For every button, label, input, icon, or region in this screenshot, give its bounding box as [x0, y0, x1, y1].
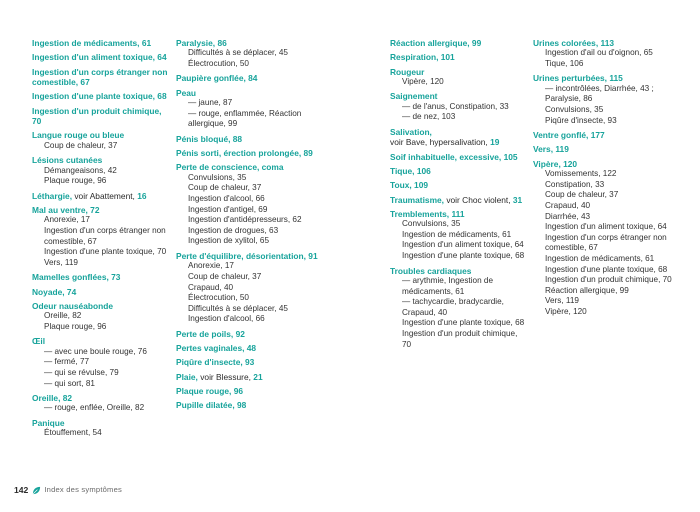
heading-term: Pénis bloqué, 88 [176, 133, 243, 144]
index-entry-heading [32, 91, 170, 101]
index-subentry: — jaune, 87 [188, 98, 233, 108]
index-entry [176, 372, 318, 382]
heading-term: Salivation, [390, 126, 432, 137]
heading-term: Vers, 119 [533, 144, 569, 155]
index-subentry: Vomissements, 122 [545, 169, 617, 179]
index-subentry: — qui sort, 81 [44, 378, 95, 388]
index-entry-heading [176, 357, 318, 367]
index-subentry: Oreille, 82 [44, 311, 82, 321]
index-entry-heading [390, 195, 528, 205]
heading-see-also: voir Bave, hypersalivation, [390, 137, 491, 148]
index-subentry: Ingestion de médicaments, 61 [402, 229, 512, 239]
index-subentry: Ingestion d'un produit chimique, 70 [545, 275, 672, 285]
heading-term: Mal au ventre, 72 [32, 204, 100, 215]
heading-see-also: voir Abattement, [72, 190, 138, 201]
index-subentry: Convulsions, 35 [545, 105, 604, 115]
index-subentry: Piqûre d'insecte, 93 [545, 115, 617, 125]
index-subentry: Difficultés à se déplacer, 45 [188, 303, 288, 313]
index-entry-heading [32, 52, 170, 62]
index-entry [32, 418, 170, 439]
index-subentry: Électrocution, 50 [188, 59, 249, 68]
index-entry-heading [390, 91, 528, 101]
index-entry [32, 91, 170, 101]
heading-term: Paupière gonflée, 84 [176, 73, 258, 84]
heading-see-also: voir Choc violent, [444, 194, 513, 205]
index-entry-heading [176, 148, 318, 158]
index-entry [390, 152, 528, 162]
heading-page-ref: 31 [512, 194, 523, 205]
index-column-3 [390, 38, 528, 354]
index-entry-heading [32, 418, 170, 428]
index-entry-heading [32, 191, 170, 201]
index-entry-heading [32, 393, 170, 403]
index-entry [176, 400, 318, 410]
heading-term: Ingestion d'un corps étranger non comestible, 67 [32, 66, 168, 87]
heading-page-ref: 21 [253, 371, 263, 382]
index-entry-heading [32, 301, 170, 311]
index-subentry: Étouffement, 54 [44, 428, 102, 438]
index-entry-heading [32, 272, 170, 282]
index-entry-heading [390, 152, 528, 162]
index-entry [32, 272, 170, 282]
index-entry-heading [176, 162, 318, 172]
heading-page-ref: 19 [490, 137, 500, 148]
leaf-icon [32, 486, 41, 495]
index-entry-heading [533, 130, 675, 140]
index-subentry: Crapaud, 40 [545, 200, 591, 210]
index-entry [176, 73, 318, 83]
heading-term: Pénis sorti, érection prolongée, 89 [176, 148, 313, 159]
page-number: 142 [14, 485, 29, 495]
index-subentry: Vers, 119 [545, 296, 579, 306]
heading-see-also: voir Blessure, [197, 371, 254, 382]
index-entry-heading [32, 155, 170, 165]
heading-term: Panique [32, 417, 65, 428]
index-entry [32, 155, 170, 187]
index-entry-heading [390, 166, 528, 176]
index-entry-heading [176, 400, 318, 410]
heading-term: Noyade, 74 [32, 286, 77, 297]
heading-term: Rougeur [390, 66, 425, 77]
index-entry [176, 251, 318, 325]
index-subentry: — tachycardie, bradycardie, Crapaud, 40 [402, 297, 504, 317]
index-subentry: Ingestion d'une plante toxique, 68 [402, 251, 525, 261]
index-entry [390, 180, 528, 190]
heading-term: Mamelles gonflées, 73 [32, 272, 121, 283]
index-subentry: — de l'anus, Constipation, 33 [402, 101, 509, 111]
heading-term: Réaction allergique, 99 [390, 38, 482, 48]
index-entry-heading [176, 134, 318, 144]
heading-term: Langue rouge ou bleue [32, 130, 125, 141]
index-subentry: Vipère, 120 [402, 77, 444, 86]
heading-term: Toux, 109 [390, 180, 429, 191]
index-entry [176, 38, 318, 70]
heading-term: Oreille, 82 [32, 392, 73, 403]
index-subentry: Ingestion de drogues, 63 [188, 225, 279, 235]
heading-term: Ingestion d'un produit chimique, 70 [32, 105, 162, 126]
index-entry-heading [176, 343, 318, 353]
index-entry-heading [390, 52, 528, 62]
index-subentry: — qui se révulse, 79 [44, 367, 119, 377]
heading-term: Traumatisme, [390, 194, 444, 205]
heading-term: Odeur nauséabonde [32, 300, 113, 311]
index-subentry: Ingestion de médicaments, 61 [545, 253, 655, 263]
index-subentry: Ingestion de xylitol, 65 [188, 236, 270, 246]
index-entry [533, 130, 675, 140]
index-entry [533, 38, 675, 70]
heading-term: Vipère, 120 [533, 158, 578, 169]
index-subentry: Coup de chaleur, 37 [188, 183, 262, 193]
index-subentry: — rouge, enflammée, Réaction allergique, 99 [188, 108, 302, 129]
index-entry-heading [32, 130, 170, 140]
heading-term: Perte de poils, 92 [176, 328, 245, 339]
index-entry [176, 329, 318, 339]
index-entry-heading [32, 205, 170, 215]
index-entry [176, 386, 318, 396]
index-subentry: Convulsions, 35 [402, 219, 461, 229]
index-subentry: — rouge, enflée, Oreille, 82 [44, 403, 145, 413]
index-subentry: — arythmie, Ingestion de médicaments, 61 [402, 275, 494, 296]
index-subentry: — fermé, 77 [44, 357, 90, 367]
index-entry [390, 67, 528, 88]
index-subentry: Ingestion d'un aliment toxique, 64 [402, 240, 524, 250]
index-subentry: Anorexie, 17 [44, 215, 90, 225]
index-entry-heading [176, 73, 318, 83]
index-entry [32, 38, 170, 48]
index-subentry: Ingestion d'une plante toxique, 70 [44, 247, 167, 257]
index-entry [32, 393, 170, 414]
index-entry-heading [533, 38, 675, 48]
index-subentry: — incontrôlées, Diarrhée, 43 ; Paralysie, 86 [545, 83, 654, 104]
index-entry [533, 73, 675, 126]
heading-term: Piqûre d'insecte, 93 [176, 357, 255, 368]
index-subentry: Vers, 119 [44, 257, 78, 267]
index-entry [32, 67, 170, 88]
index-subentry: Ingestion d'une plante toxique, 68 [402, 318, 525, 328]
index-entry-heading [176, 372, 318, 382]
index-entry-heading [176, 251, 318, 261]
index-subentry: Convulsions, 35 [188, 172, 247, 182]
index-subentry: Tique, 106 [545, 59, 584, 68]
index-entry-heading [176, 386, 318, 396]
heading-term: Paralysie, 86 [176, 38, 227, 48]
index-entry-heading [176, 38, 318, 48]
index-subentry: Électrocution, 50 [188, 293, 249, 303]
index-subentry: Coup de chaleur, 37 [44, 140, 118, 150]
index-entry-heading [390, 38, 528, 48]
index-column-4 [533, 38, 675, 321]
heading-term: Pupille dilatée, 98 [176, 400, 247, 411]
index-entry [32, 301, 170, 333]
index-subentry: Difficultés à se déplacer, 45 [188, 48, 288, 58]
index-entry-heading [32, 287, 170, 297]
heading-term: Lésions cutanées [32, 155, 103, 166]
index-entry [176, 148, 318, 158]
section-label: Index des symptômes [44, 485, 123, 494]
heading-term: Perte de conscience, coma [176, 162, 284, 173]
heading-term: Œil [32, 336, 46, 347]
index-entry [176, 134, 318, 144]
index-subentry: Coup de chaleur, 37 [188, 271, 262, 281]
heading-term: Troubles cardiaques [390, 265, 472, 276]
index-entry [390, 209, 528, 262]
index-entry-heading [390, 127, 528, 148]
index-entry [390, 91, 528, 123]
index-column-2 [176, 38, 318, 415]
index-subentry: — de nez, 103 [402, 112, 456, 122]
index-subentry: Coup de chaleur, 37 [545, 190, 619, 200]
index-entry-heading [32, 106, 170, 127]
heading-term: Ingestion d'un aliment toxique, 64 [32, 52, 167, 63]
index-entry [533, 144, 675, 154]
heading-term: Peau [176, 87, 197, 98]
index-subentry: Ingestion d'un produit chimique, 70 [402, 328, 518, 349]
heading-term: Tremblements, 111 [390, 208, 465, 219]
index-entry [32, 52, 170, 62]
heading-term: Léthargie, [32, 190, 73, 201]
index-subentry: Diarrhée, 43 [545, 211, 591, 221]
index-subentry: Ingestion d'alcool, 66 [188, 194, 265, 204]
index-subentry: Ingestion d'une plante toxique, 68 [545, 264, 668, 274]
index-subentry: Ingestion d'antigel, 69 [188, 204, 268, 214]
heading-term: Saignement [390, 91, 438, 102]
index-subentry: Crapaud, 40 [188, 282, 234, 292]
heading-term: Urines colorées, 113 [533, 38, 615, 48]
index-entry [32, 287, 170, 297]
heading-term: Tique, 106 [390, 165, 431, 176]
index-entry-heading [32, 67, 170, 88]
index-column-1 [32, 38, 170, 443]
heading-term: Ingestion d'une plante toxique, 68 [32, 91, 167, 102]
index-entry [32, 130, 170, 151]
index-entry [390, 166, 528, 176]
index-entry-heading [533, 73, 675, 83]
index-entry [32, 106, 170, 127]
index-entry-heading [390, 266, 528, 276]
page-footer [14, 484, 122, 496]
heading-term: Soif inhabituelle, excessive, 105 [390, 151, 518, 162]
index-entry [176, 162, 318, 247]
index-subentry: — avec une boule rouge, 76 [44, 346, 147, 356]
heading-term: Ingestion de médicaments, 61 [32, 38, 152, 48]
index-entry-heading [176, 329, 318, 339]
index-subentry: Anorexie, 17 [188, 261, 234, 271]
index-subentry: Constipation, 33 [545, 179, 605, 189]
index-entry [32, 205, 170, 268]
index-entry [176, 357, 318, 367]
index-entry [390, 266, 528, 351]
index-entry [32, 336, 170, 389]
index-entry [390, 195, 528, 205]
heading-term: Perte d'équilibre, désorientation, 91 [176, 250, 318, 261]
index-entry-heading [390, 209, 528, 219]
index-entry [390, 52, 528, 62]
heading-term: Ventre gonflé, 177 [533, 130, 605, 141]
index-entry [176, 88, 318, 130]
index-subentry: Réaction allergique, 99 [545, 285, 629, 295]
index-subentry: Vipère, 120 [545, 306, 587, 316]
index-entry [533, 159, 675, 318]
index-entry-heading [176, 88, 318, 98]
index-subentry: Plaque rouge, 96 [44, 321, 107, 331]
index-subentry: Ingestion d'un corps étranger non comestible, 67 [545, 232, 667, 253]
index-subentry: Plaque rouge, 96 [44, 176, 107, 186]
index-subentry: Ingestion d'antidépresseurs, 62 [188, 215, 302, 225]
index-entry [390, 127, 528, 148]
index-entry-heading [533, 144, 675, 154]
index-entry [176, 343, 318, 353]
index-entry-heading [32, 336, 170, 346]
index-entry-heading [533, 159, 675, 169]
index-entry-heading [390, 67, 528, 77]
heading-term: Pertes vaginales, 48 [176, 343, 257, 354]
heading-term: Urines perturbées, 115 [533, 73, 623, 84]
index-subentry: Ingestion d'ail ou d'oignon, 65 [545, 48, 653, 58]
index-subentry: Ingestion d'un aliment toxique, 64 [545, 222, 667, 232]
index-subentry: Ingestion d'alcool, 66 [188, 314, 265, 324]
index-entry-heading [390, 180, 528, 190]
heading-term: Plaque rouge, 96 [176, 385, 244, 396]
heading-term: Respiration, 101 [390, 52, 455, 63]
index-entry-heading [32, 38, 170, 48]
heading-term: Plaie, [176, 371, 198, 382]
index-subentry: Démangeaisons, 42 [44, 165, 117, 175]
index-entry [32, 191, 170, 201]
heading-page-ref: 16 [137, 190, 147, 201]
index-subentry: Ingestion d'un corps étranger non comestible, 67 [44, 225, 166, 246]
index-entry [390, 38, 528, 48]
